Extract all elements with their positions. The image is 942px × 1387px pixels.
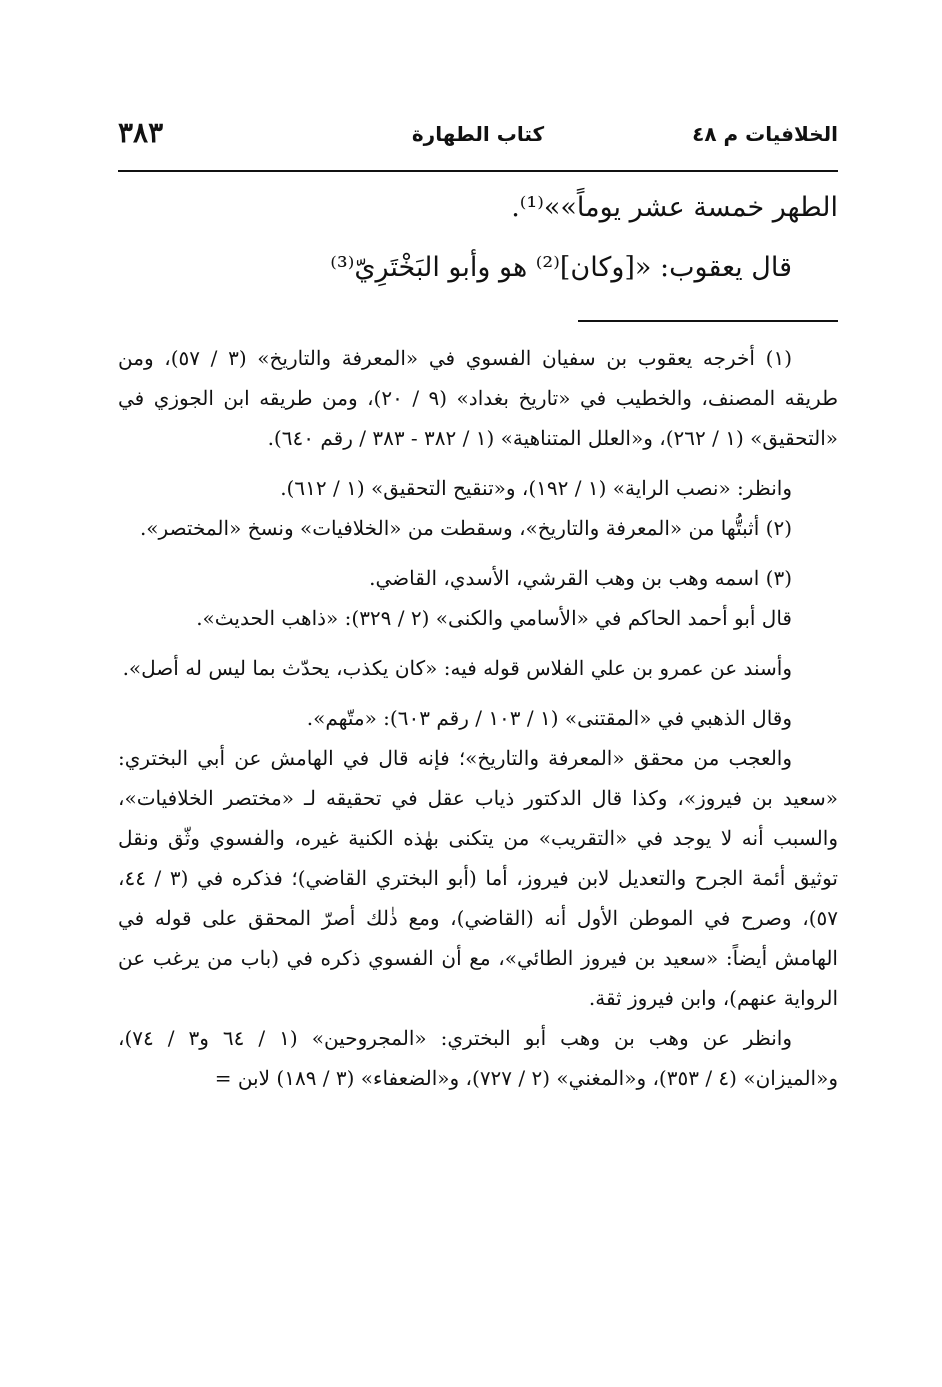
footnotes	[118, 338, 838, 1098]
footnote-3-hakim: قال أبو أحمد الحاكم في «الأسامي والكنى» (٢ / ٣٢٩): «ذاهب الحديث».	[196, 606, 792, 630]
main-text	[118, 178, 838, 298]
footnote-3-dhahabi: وقال الذهبي في «المقتنى» (١ / ١٠٣ / رقم ٦٠٣): «متّهم».	[306, 706, 792, 730]
page-number: ٣٨٣	[118, 116, 164, 149]
footnote-3: (٣) اسمه وهب بن وهب القرشي، الأسدي، القاضي.	[369, 566, 792, 590]
footnote-2: (٢) أثبتُّها من «المعرفة والتاريخ»، وسقطت من «الخلافيات» ونسخ «المختصر».	[139, 516, 792, 540]
footnote-3-fallas: وأسند عن عمرو بن علي الفلاس قوله فيه: «كان يكذب، يحدّث بما ليس له أصل».	[122, 656, 792, 680]
footnote-3-remark: والعجب من محقق «المعرفة والتاريخ»؛ فإنه قال في الهامش عن أبي البختري: «سعيد بن فيروز»، وكذا قال الدكتور ذياب عقل في تحقيقه لـ «مختصر الخلافيات»، والسبب أنه لا يوجد في «التقريب» من يتكنى بهٰذه الكنية غيره، والفسوي وثّق ونقل توثيق أئمة الجرح والتعديل لابن فيروز، أما (أبو البختري القاضي)؛ فذكره في (٣ / ٤٤، ٥٧)، وصرح في الموطن الأول أنه (القاضي)، ومع ذٰلك أصرّ المحقق على قوله في الهامش أيضاً: «سعيد بن فيروز الطائي»، مع أن الفسوي ذكره في (باب من يرغب عن الرواية عنهم)، وابن فيروز ثقة.	[118, 746, 838, 1010]
book-title: الخلافيات م ٤٨	[692, 122, 838, 146]
main-line-2: قال يعقوب: «[وكان]⁽²⁾ هو وأبو البَخْتَرِيّ⁽³⁾	[330, 252, 792, 283]
footnote-1: (١) أخرجه يعقوب بن سفيان الفسوي في «المعرفة والتاريخ» (٣ / ٥٧)، ومن طريقه المصنف، والخطيب في «تاريخ بغداد» (٩ / ٢٠)، ومن طريقه ابن الجوزي في «التحقيق» (١ / ٢٦٢)، و«العلل المتناهية» (١ / ٣٨٢ - ٣٨٣ / رقم ٦٤٠).	[118, 346, 838, 450]
chapter-title: كتاب الطهارة	[411, 122, 545, 146]
footnote-3-references: وانظر عن وهب بن وهب أبو البختري: «المجروحين» (١ / ٦٤ و٣ / ٧٤)، و«الميزان» (٤ / ٣٥٣)، و«المغني» (٢ / ٧٢٧)، و«الضعفاء» (٣ / ١٨٩) لابن =	[118, 1026, 838, 1090]
footnote-divider	[578, 320, 838, 322]
main-line-1: الطهر خمسة عشر يوماً»»⁽¹⁾.	[511, 192, 838, 223]
header-divider	[118, 170, 838, 172]
footnote-1-see-also: وانظر: «نصب الراية» (١ / ١٩٢)، و«تنقيح التحقيق» (١ / ٦١٢).	[280, 476, 792, 500]
running-header	[118, 116, 838, 162]
book-page	[118, 0, 838, 1387]
